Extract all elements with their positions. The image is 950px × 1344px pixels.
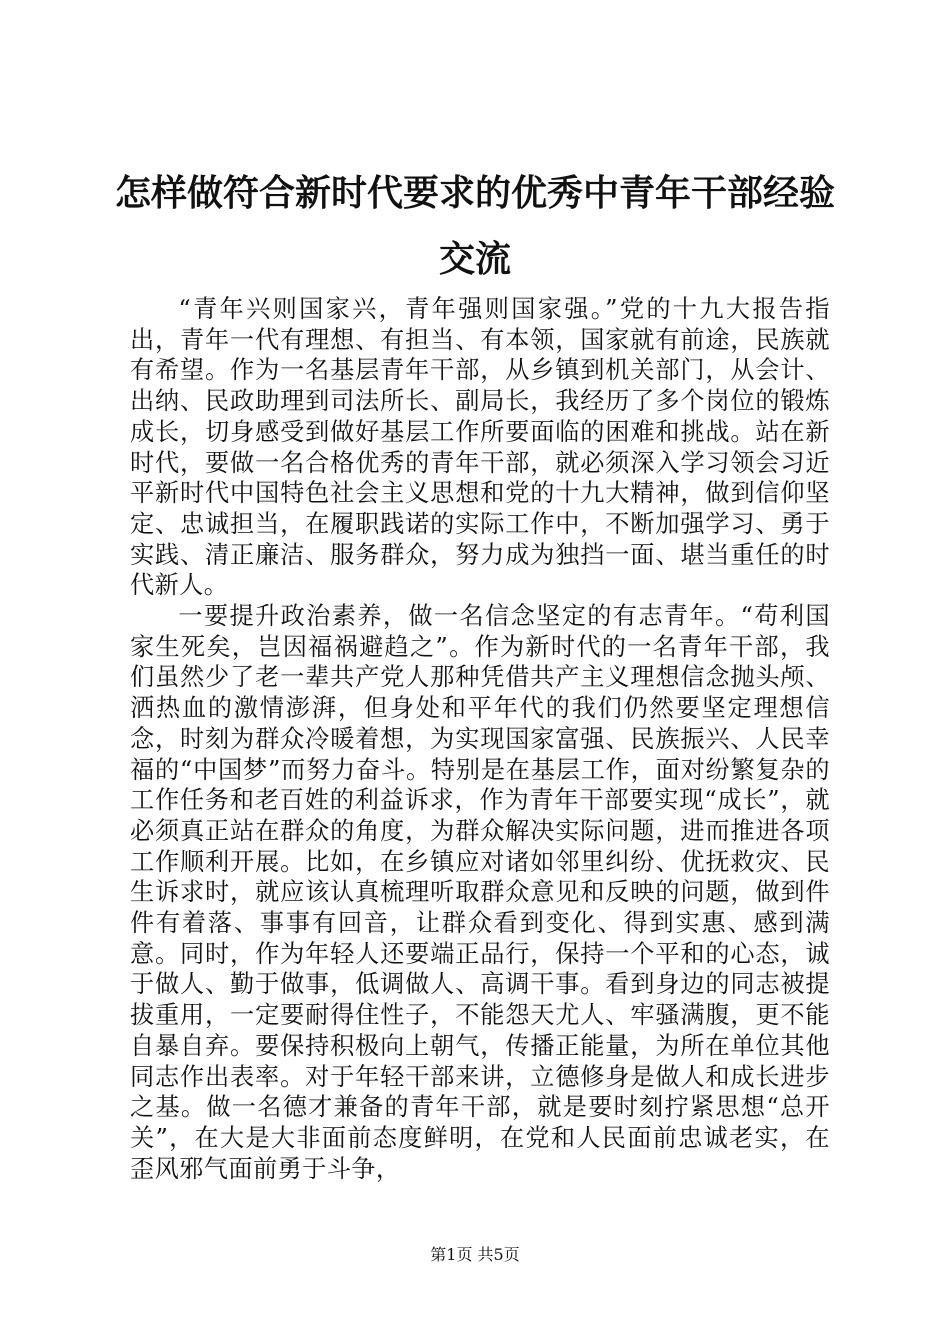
document-title: 怎样做符合新时代要求的优秀中青年干部经验交流 xyxy=(114,172,835,280)
page-footer: 第1页 共5页 xyxy=(430,1245,520,1264)
document-body xyxy=(130,294,830,1184)
paragraph: “青年兴则国家兴，青年强则国家强。”党的十九大报告指出，青年一代有理想、有担当、有本领，国家就有前途，民族就有希望。作为一名基层青年干部，从乡镇到机关部门，从会计、出纳、民政助理到司法所长、副局长，我经历了多个岗位的锻炼成长，切身感受到做好基层工作所要面临的困难和挑战。站在新时代，要做一名合格优秀的青年干部，就必须深入学习领会习近平新时代中国特色社会主义思想和党的十九大精神，做到信仰坚定、忠诚担当，在履职践诺的实际工作中，不断加强学习、勇于实践、清正廉洁、服务群众，努力成为独挡一面、堪当重任的时代新人。 xyxy=(130,295,830,600)
paragraph: 一要提升政治素养，做一名信念坚定的有志青年。“苟利国家生死矣，岂因福祸避趋之”。作为新时代的一名青年干部，我们虽然少了老一辈共产党人那种凭借共产主义理想信念抛头颅、洒热血的激情澎湃，但身处和平年代的我们仍然要坚定理想信念，时刻为群众冷暖着想，为实现国家富强、民族振兴、人民幸福的“中国梦”而努力奋斗。特别是在基层工作，面对纷繁复杂的工作任务和老百姓的利益诉求，作为青年干部要实现“成长”，就必须真正站在群众的角度，为群众解决实际问题，进而推进各项工作顺利开展。比如，在乡镇应对诸如邻里纠纷、优抚救灾、民生诉求时，就应该认真梳理听取群众意见和反映的问题，做到件件有着落、事事有回音，让群众看到变化、得到实惠、感到满意。同时，作为年轻人还要端正品行，保持一个平和的心态，诚于做人、勤于做事，低调做人、高调干事。看到身边的同志被提拔重用，一定要耐得住性子，不能怨天尤人、牢骚满腹，更不能自暴自弃。要保持积极向上朝气，传播正能量，为所在单位其他同志作出表率。对于年轻干部来讲，立德修身是做人和成长进步之基。做一名德才兼备的青年干部，就是要时刻拧紧思想“总开关”，在大是大非面前态度鲜明，在党和人民面前忠诚老实，在歪风邪气面前勇于斗争， xyxy=(130,602,830,1183)
